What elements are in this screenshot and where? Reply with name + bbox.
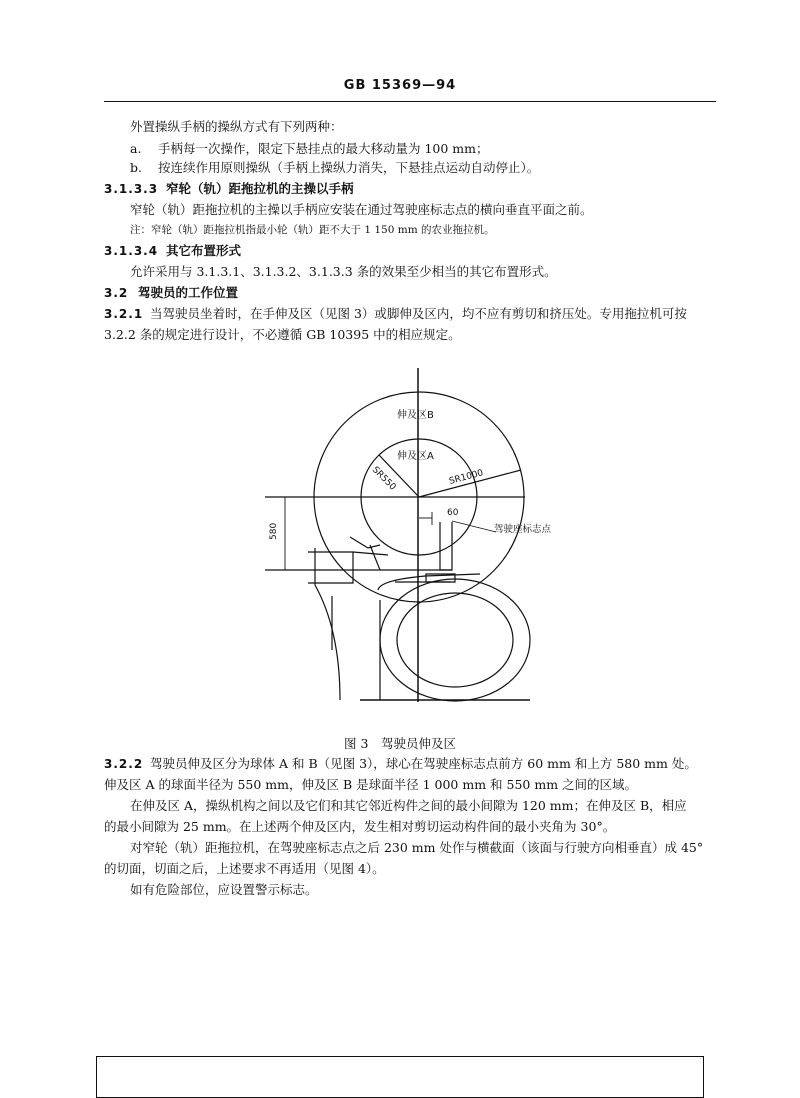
section-number-3134: 3.1.3.4 [104,244,159,258]
section-number-32: 3.2 [104,286,129,300]
para-322-line2: 伸及区 A 的球面半径为 550 mm，伸及区 B 是球面半径 1 000 mm 和 550 mm 之间的区域。 [104,777,638,792]
section-number-321: 3.2.1 [104,307,144,321]
rear-wheel-outer [380,579,530,701]
para-warning: 如有危险部位，应设置警示标志。 [130,882,318,897]
label-sr550: SR550 [369,465,398,493]
para-321-line1: 当驾驶员坐着时，在手伸及区（见图 3）或脚伸及区内，均不应有剪切和挤压处。专用拖拉机可按 [150,306,687,321]
rear-wheel-inner [397,593,513,687]
header-standard-number: GB 15369—94 [343,78,457,93]
list-item-a-label: a. [130,141,142,156]
figure-reach-zones [250,360,560,710]
para-3134-text: 允许采用与 3.1.3.1、3.1.3.2、3.1.3.3 条的效果至少相当的其它布置形式。 [130,264,557,279]
note-3133: 注：窄轮（轨）距拖拉机指最小轮（轨）距不大于 1 150 mm 的农业拖拉机。 [130,224,495,236]
section-number-3133: 3.1.3.3 [104,182,159,196]
tractor-front-body [315,548,340,700]
para-321-line2: 3.2.2 条的规定进行设计，不必遵循 GB 10395 中的相应规定。 [104,327,461,342]
label-seat-point: 驾驶座标志点 [494,524,552,535]
section-title-3134: 其它布置形式 [166,243,242,258]
section-title-3133: 窄轮（轨）距拖拉机的主操以手柄 [166,181,354,196]
label-580: 580 [269,522,279,540]
seat-point-leader-line [452,521,496,532]
section-number-322: 3.2.2 [104,757,144,771]
header-rule [104,101,716,102]
steering-column [370,545,380,570]
para-gap-line2: 的最小间隙为 25 mm。在上述两个伸及区内，发生相对剪切运动构件间的最小夹角为 30°。 [104,819,616,834]
para-3133-text: 窄轮（轨）距拖拉机的主操以手柄应安装在通过驾驶座标志点的横向垂直平面之前。 [130,202,593,217]
figure-caption: 图 3 驾驶员伸及区 [344,736,456,751]
bottom-frame-box [96,1056,704,1098]
para-narrow-line2: 的切面，切面之后，上述要求不再适用（见图 4）。 [104,861,385,876]
para-narrow-line1: 对窄轮（轨）距拖拉机，在驾驶座标志点之后 230 mm 处作与横截面（该面与行驶方向相垂直）成 45° [130,840,704,855]
para-322-line1: 驾驶员伸及区分为球体 A 和 B（见图 3），球心在驾驶座标志点前方 60 mm 和上方 580 mm 处。 [150,756,697,771]
list-item-b-text: 按连续作用原则操纵（手柄上操纵力消失，下悬挂点运动自动停止）。 [158,160,540,175]
list-item-b-label: b. [130,160,142,175]
steering-wheel [350,537,380,548]
para-modes-intro: 外置操纵手柄的操纵方式有下列两种： [130,119,343,134]
dash-panel [353,552,388,555]
para-gap-line1: 在伸及区 A，操纵机构之间以及它们和其它邻近构件之间的最小间隙为 120 mm；在伸及区 B，相应 [130,798,687,813]
list-item-a-text: 手柄每一次操作，限定下悬挂点的最大移动量为 100 mm； [158,141,489,156]
label-zone-b: 伸及区B [397,410,434,421]
label-zone-a: 伸及区A [397,451,434,462]
section-title-32: 驾驶员的工作位置 [138,285,239,300]
label-60: 60 [447,508,459,518]
label-sr1000: SR1000 [448,468,485,487]
